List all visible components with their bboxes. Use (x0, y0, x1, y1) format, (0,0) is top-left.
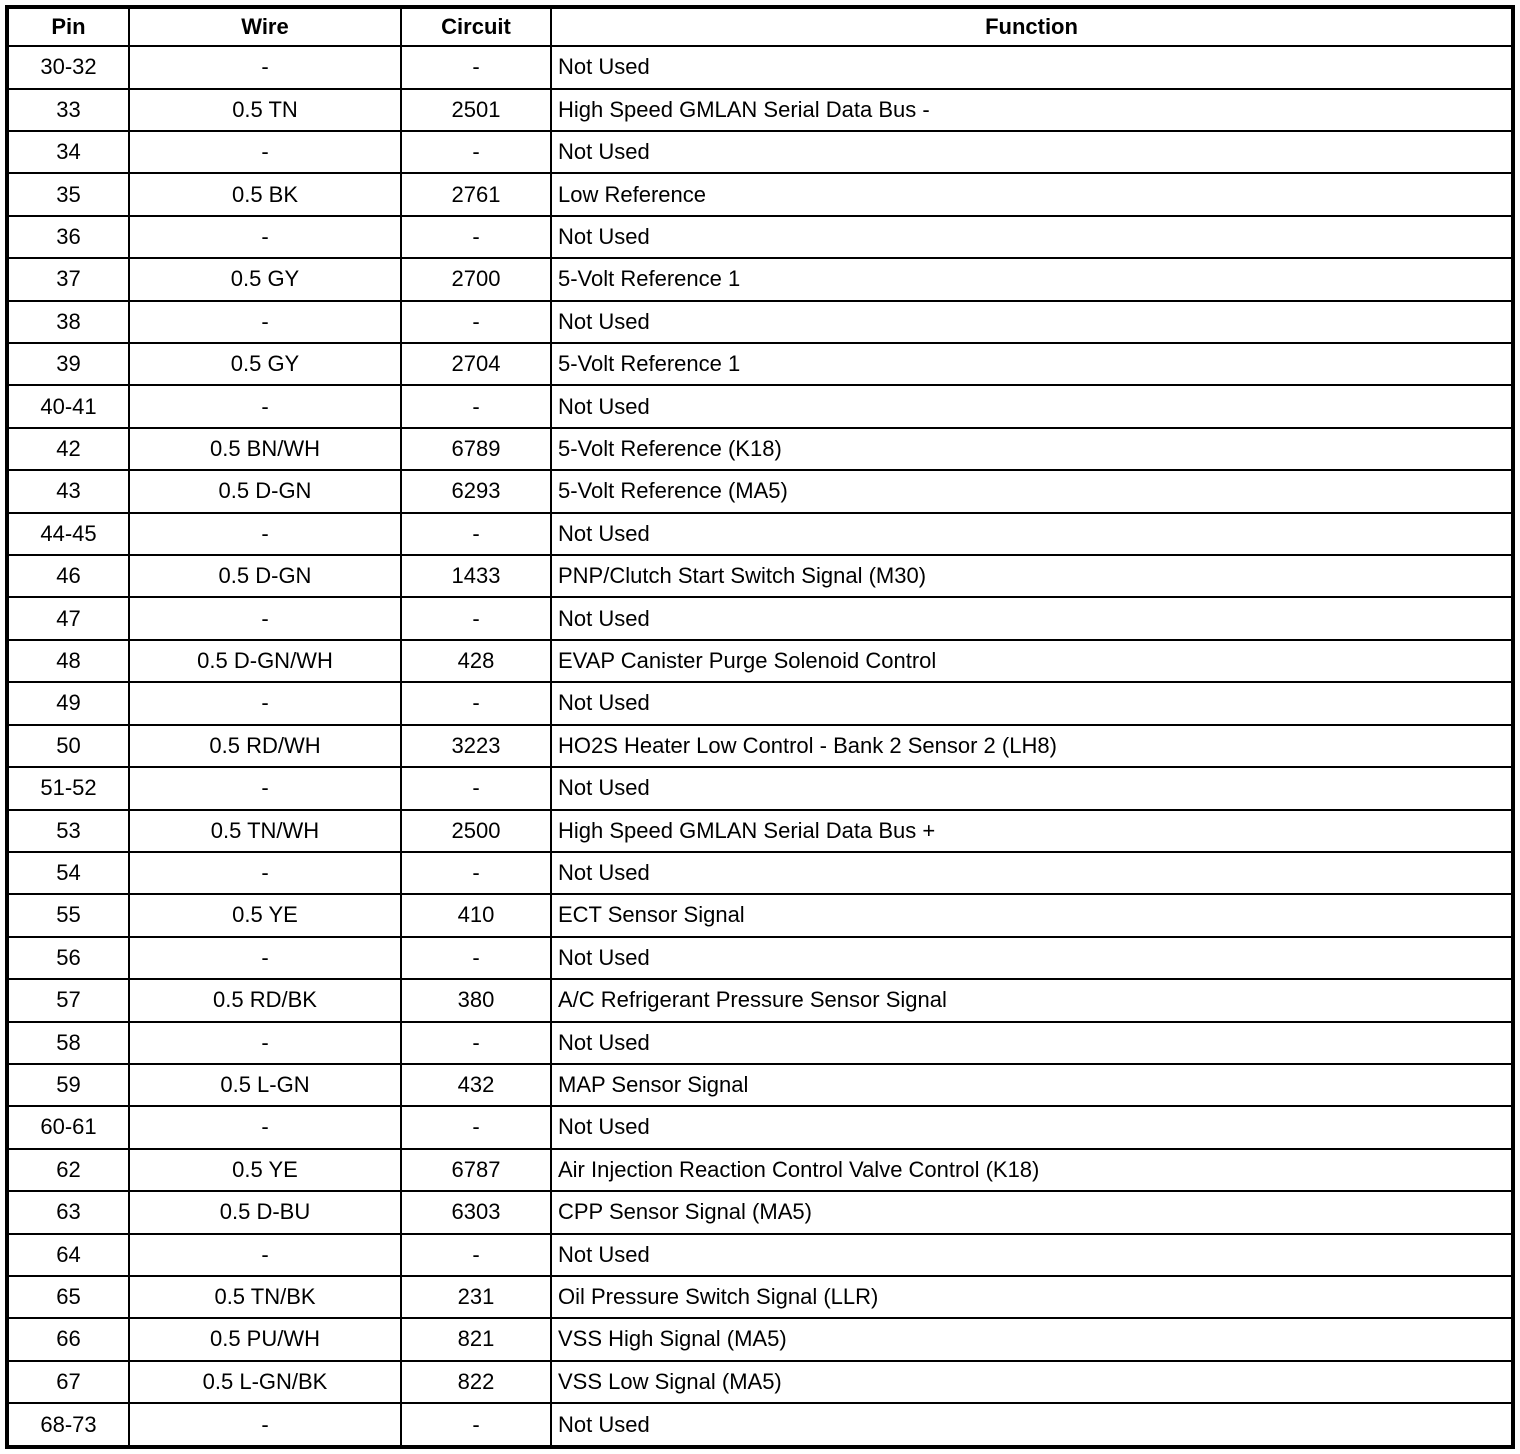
cell-circuit: 428 (401, 640, 551, 682)
cell-function: 5-Volt Reference (K18) (551, 428, 1513, 470)
table-row (7, 1403, 1513, 1447)
table-row (7, 301, 1513, 343)
cell-pin: 54 (7, 852, 129, 894)
cell-function: CPP Sensor Signal (MA5) (551, 1191, 1513, 1233)
cell-function: Not Used (551, 385, 1513, 427)
table-row (7, 470, 1513, 512)
cell-function: 5-Volt Reference (MA5) (551, 470, 1513, 512)
cell-wire: - (129, 682, 401, 724)
cell-pin: 35 (7, 173, 129, 215)
table-row (7, 1149, 1513, 1191)
cell-wire: 0.5 D-BU (129, 1191, 401, 1233)
cell-circuit: - (401, 852, 551, 894)
table-row (7, 89, 1513, 131)
cell-circuit: - (401, 767, 551, 809)
cell-circuit: - (401, 385, 551, 427)
column-header-function: Function (551, 7, 1513, 46)
cell-wire: 0.5 PU/WH (129, 1318, 401, 1360)
cell-circuit: - (401, 682, 551, 724)
cell-function: Not Used (551, 216, 1513, 258)
cell-wire: - (129, 46, 401, 88)
cell-wire: - (129, 513, 401, 555)
cell-pin: 40-41 (7, 385, 129, 427)
table-row (7, 1106, 1513, 1148)
cell-circuit: 6303 (401, 1191, 551, 1233)
cell-pin: 30-32 (7, 46, 129, 88)
cell-wire: 0.5 L-GN (129, 1064, 401, 1106)
table-row (7, 216, 1513, 258)
cell-wire: 0.5 RD/WH (129, 725, 401, 767)
cell-circuit: - (401, 1403, 551, 1447)
cell-pin: 59 (7, 1064, 129, 1106)
cell-pin: 55 (7, 894, 129, 936)
cell-wire: 0.5 D-GN/WH (129, 640, 401, 682)
cell-pin: 66 (7, 1318, 129, 1360)
cell-wire: 0.5 D-GN (129, 470, 401, 512)
column-header-wire: Wire (129, 7, 401, 46)
cell-pin: 51-52 (7, 767, 129, 809)
cell-function: VSS Low Signal (MA5) (551, 1361, 1513, 1403)
cell-wire: - (129, 1234, 401, 1276)
cell-pin: 38 (7, 301, 129, 343)
cell-pin: 56 (7, 937, 129, 979)
cell-wire: 0.5 L-GN/BK (129, 1361, 401, 1403)
cell-pin: 48 (7, 640, 129, 682)
cell-circuit: 6787 (401, 1149, 551, 1191)
cell-pin: 60-61 (7, 1106, 129, 1148)
cell-function: Not Used (551, 1106, 1513, 1148)
table-row (7, 682, 1513, 724)
cell-pin: 34 (7, 131, 129, 173)
cell-function: Not Used (551, 937, 1513, 979)
table-row (7, 1191, 1513, 1233)
cell-circuit: 821 (401, 1318, 551, 1360)
table-row (7, 46, 1513, 88)
table-row (7, 852, 1513, 894)
cell-pin: 37 (7, 258, 129, 300)
cell-circuit: 2500 (401, 810, 551, 852)
cell-function: ECT Sensor Signal (551, 894, 1513, 936)
header-row (7, 7, 1513, 46)
table-row (7, 894, 1513, 936)
cell-function: Not Used (551, 597, 1513, 639)
table-row (7, 1318, 1513, 1360)
cell-function: 5-Volt Reference 1 (551, 258, 1513, 300)
cell-circuit: 6293 (401, 470, 551, 512)
table-row (7, 937, 1513, 979)
table-row (7, 767, 1513, 809)
cell-pin: 58 (7, 1022, 129, 1064)
table-row (7, 597, 1513, 639)
cell-circuit: 2501 (401, 89, 551, 131)
cell-pin: 62 (7, 1149, 129, 1191)
column-header-pin: Pin (7, 7, 129, 46)
table-row (7, 555, 1513, 597)
cell-circuit: 6789 (401, 428, 551, 470)
cell-pin: 36 (7, 216, 129, 258)
cell-circuit: 380 (401, 979, 551, 1021)
cell-circuit: 432 (401, 1064, 551, 1106)
cell-function: Air Injection Reaction Control Valve Control (K18) (551, 1149, 1513, 1191)
cell-function: Not Used (551, 1403, 1513, 1447)
cell-wire: 0.5 BK (129, 173, 401, 215)
table-row (7, 810, 1513, 852)
cell-wire: - (129, 937, 401, 979)
cell-circuit: - (401, 1106, 551, 1148)
cell-function: VSS High Signal (MA5) (551, 1318, 1513, 1360)
table-row (7, 1064, 1513, 1106)
cell-wire: 0.5 BN/WH (129, 428, 401, 470)
table-row (7, 725, 1513, 767)
cell-circuit: 231 (401, 1276, 551, 1318)
cell-circuit: - (401, 131, 551, 173)
table-row (7, 1361, 1513, 1403)
table-row (7, 173, 1513, 215)
cell-pin: 63 (7, 1191, 129, 1233)
cell-wire: - (129, 385, 401, 427)
cell-circuit: - (401, 216, 551, 258)
table-row (7, 1276, 1513, 1318)
table-header (7, 7, 1513, 46)
cell-pin: 64 (7, 1234, 129, 1276)
cell-wire: - (129, 131, 401, 173)
table-row (7, 428, 1513, 470)
cell-wire: - (129, 1106, 401, 1148)
cell-wire: 0.5 YE (129, 1149, 401, 1191)
cell-circuit: - (401, 301, 551, 343)
cell-function: PNP/Clutch Start Switch Signal (M30) (551, 555, 1513, 597)
cell-function: HO2S Heater Low Control - Bank 2 Sensor 2 (LH8) (551, 725, 1513, 767)
table-row (7, 1022, 1513, 1064)
cell-function: Not Used (551, 767, 1513, 809)
cell-circuit: - (401, 46, 551, 88)
cell-circuit: - (401, 937, 551, 979)
cell-wire: 0.5 TN/WH (129, 810, 401, 852)
table-row (7, 131, 1513, 173)
table-row (7, 979, 1513, 1021)
cell-circuit: - (401, 513, 551, 555)
cell-wire: 0.5 TN/BK (129, 1276, 401, 1318)
table-body (7, 46, 1513, 1447)
cell-pin: 65 (7, 1276, 129, 1318)
cell-circuit: 3223 (401, 725, 551, 767)
cell-wire: - (129, 216, 401, 258)
cell-circuit: 2700 (401, 258, 551, 300)
cell-function: Low Reference (551, 173, 1513, 215)
cell-function: Not Used (551, 682, 1513, 724)
cell-pin: 50 (7, 725, 129, 767)
cell-function: Not Used (551, 301, 1513, 343)
cell-wire: - (129, 1403, 401, 1447)
cell-pin: 67 (7, 1361, 129, 1403)
cell-function: Not Used (551, 131, 1513, 173)
cell-function: Not Used (551, 852, 1513, 894)
cell-circuit: 1433 (401, 555, 551, 597)
cell-circuit: - (401, 597, 551, 639)
cell-circuit: 2704 (401, 343, 551, 385)
cell-wire: 0.5 D-GN (129, 555, 401, 597)
cell-wire: 0.5 GY (129, 343, 401, 385)
table-row (7, 513, 1513, 555)
cell-pin: 44-45 (7, 513, 129, 555)
column-header-circuit: Circuit (401, 7, 551, 46)
cell-wire: - (129, 597, 401, 639)
cell-pin: 39 (7, 343, 129, 385)
cell-function: Not Used (551, 1234, 1513, 1276)
cell-circuit: 410 (401, 894, 551, 936)
cell-function: 5-Volt Reference 1 (551, 343, 1513, 385)
cell-pin: 43 (7, 470, 129, 512)
cell-wire: 0.5 YE (129, 894, 401, 936)
table-row (7, 343, 1513, 385)
cell-circuit: 822 (401, 1361, 551, 1403)
cell-wire: 0.5 GY (129, 258, 401, 300)
cell-wire: - (129, 852, 401, 894)
table-row (7, 385, 1513, 427)
cell-pin: 42 (7, 428, 129, 470)
cell-wire: 0.5 RD/BK (129, 979, 401, 1021)
cell-function: High Speed GMLAN Serial Data Bus - (551, 89, 1513, 131)
cell-function: MAP Sensor Signal (551, 1064, 1513, 1106)
cell-function: Not Used (551, 1022, 1513, 1064)
cell-wire: - (129, 767, 401, 809)
cell-circuit: 2761 (401, 173, 551, 215)
cell-pin: 47 (7, 597, 129, 639)
cell-function: Not Used (551, 513, 1513, 555)
cell-pin: 49 (7, 682, 129, 724)
cell-pin: 57 (7, 979, 129, 1021)
cell-circuit: - (401, 1234, 551, 1276)
cell-function: Oil Pressure Switch Signal (LLR) (551, 1276, 1513, 1318)
cell-pin: 68-73 (7, 1403, 129, 1447)
cell-pin: 46 (7, 555, 129, 597)
cell-wire: - (129, 301, 401, 343)
cell-pin: 53 (7, 810, 129, 852)
cell-circuit: - (401, 1022, 551, 1064)
cell-function: Not Used (551, 46, 1513, 88)
table-row (7, 258, 1513, 300)
cell-pin: 33 (7, 89, 129, 131)
cell-function: EVAP Canister Purge Solenoid Control (551, 640, 1513, 682)
table-row (7, 640, 1513, 682)
cell-function: A/C Refrigerant Pressure Sensor Signal (551, 979, 1513, 1021)
pinout-table (5, 5, 1515, 1449)
cell-wire: 0.5 TN (129, 89, 401, 131)
table-row (7, 1234, 1513, 1276)
cell-wire: - (129, 1022, 401, 1064)
cell-function: High Speed GMLAN Serial Data Bus + (551, 810, 1513, 852)
